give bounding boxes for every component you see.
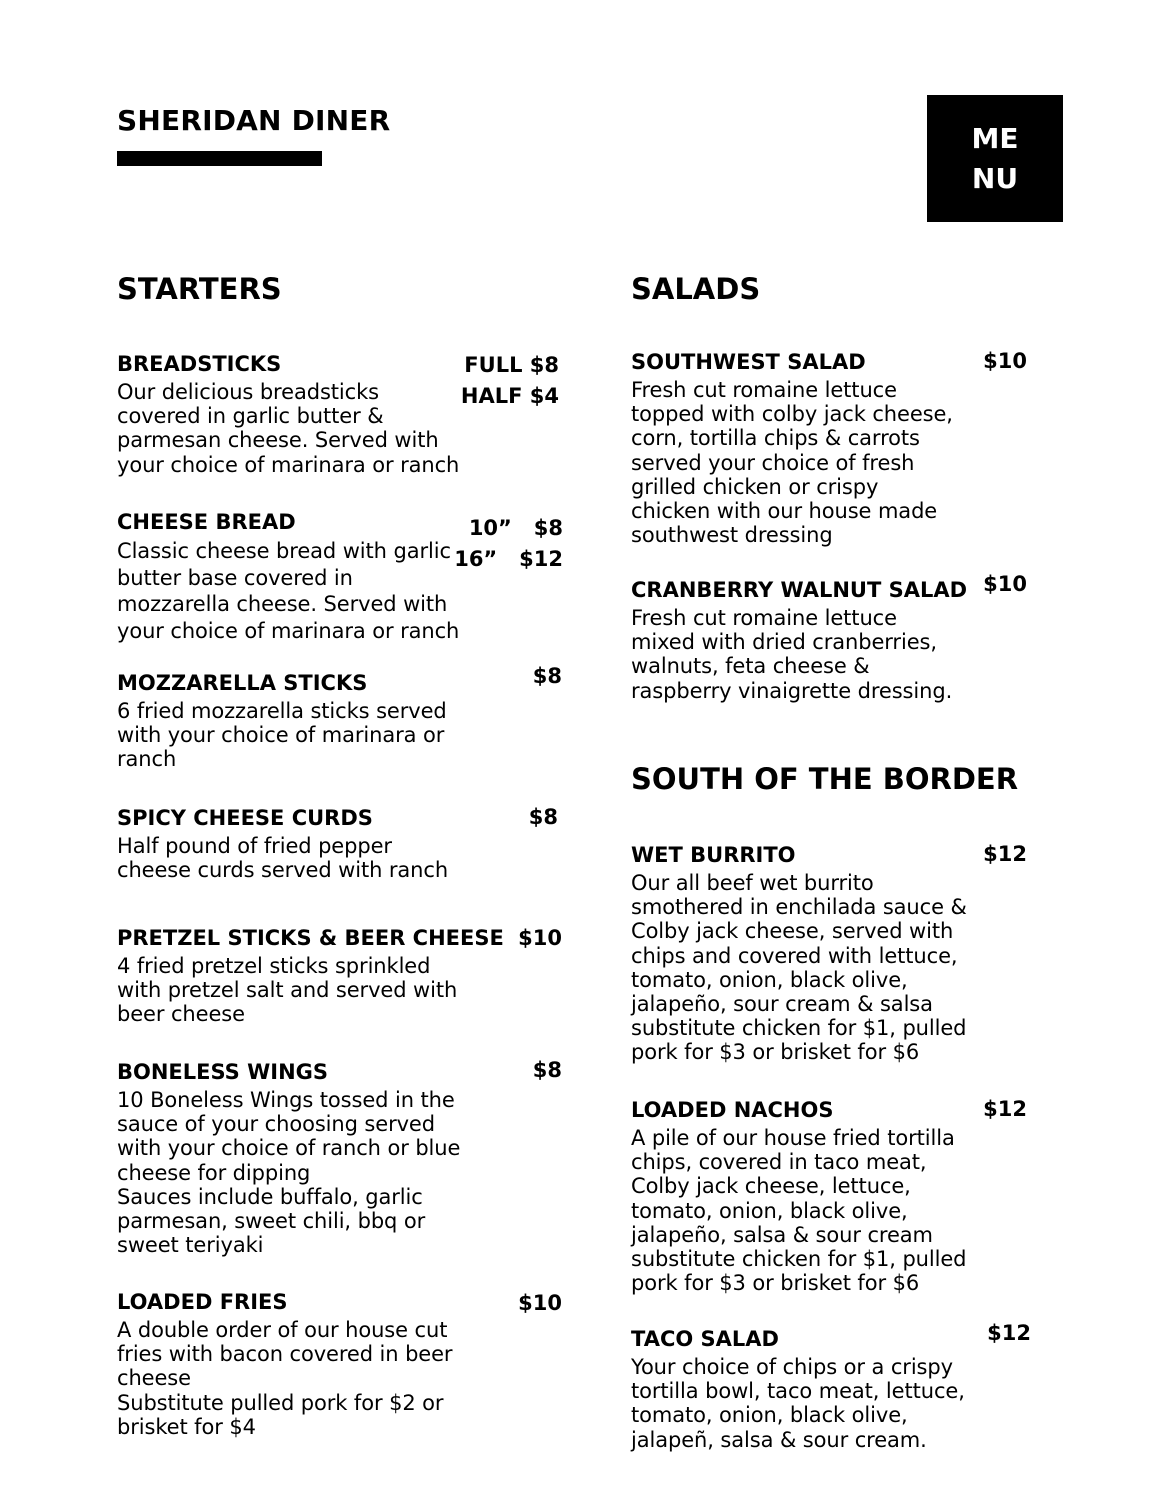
- item-name: WET BURRITO: [631, 843, 796, 867]
- right-column: [631, 0, 1031, 1500]
- item-name: CRANBERRY WALNUT SALAD: [631, 578, 968, 602]
- item-name: BONELESS WINGS: [117, 1060, 329, 1084]
- menu-item-cheese-bread: [117, 508, 565, 645]
- item-name: SPICY CHEESE CURDS: [117, 806, 373, 830]
- item-price: $8: [528, 805, 558, 829]
- restaurant-name: SHERIDAN DINER: [117, 104, 391, 137]
- item-name: PRETZEL STICKS & BEER CHEESE: [117, 926, 504, 950]
- section-title-salads: SALADS: [631, 272, 761, 306]
- menu-item-breadsticks: [117, 350, 565, 477]
- item-price: FULL $8 HALF $4: [460, 353, 559, 408]
- item-price: $12: [987, 1321, 1031, 1345]
- item-price: $10: [518, 926, 562, 950]
- item-description: Fresh cut romaine lettuce mixed with dried cranberries, walnuts, feta cheese & raspberry vinaigrette dressing.: [631, 606, 953, 703]
- starters-column: [117, 0, 565, 1500]
- item-name: CHEESE BREAD: [117, 510, 296, 534]
- item-price: $10: [983, 572, 1027, 596]
- item-price: $12: [983, 842, 1027, 866]
- section-title-starters: STARTERS: [117, 272, 282, 306]
- item-name: MOZZARELLA STICKS: [117, 671, 368, 695]
- menu-item-loaded-nachos: [631, 1096, 1031, 1295]
- item-description: Your choice of chips or a crispy tortilla bowl, taco meat, lettuce, tomato, onion, black olive, jalapeñ, salsa & sour cream.: [631, 1355, 965, 1452]
- item-description: Our all beef wet burrito smothered in enchilada sauce & Colby jack cheese, served with chips and covered with lettuce, tomato, onion, black olive, jalapeño, sour cream & salsa substitute chicken for $1, pulled pork for $3 or brisket for $6: [631, 871, 967, 1065]
- item-name: LOADED NACHOS: [631, 1098, 834, 1122]
- section-title-south-of-the-border: SOUTH OF THE BORDER: [631, 762, 1019, 796]
- item-price: $8: [532, 1058, 562, 1082]
- item-price: $12: [983, 1097, 1027, 1121]
- item-price: $10: [518, 1291, 562, 1315]
- item-name: TACO SALAD: [631, 1327, 779, 1351]
- item-price: $8: [532, 664, 562, 688]
- item-description: A double order of our house cut fries with bacon covered in beer cheese Substitute pulled pork for $2 or brisket for $4: [117, 1318, 453, 1439]
- item-name: LOADED FRIES: [117, 1290, 288, 1314]
- item-price: $10: [983, 349, 1027, 373]
- item-description: A pile of our house fried tortilla chips, covered in taco meat, Colby jack cheese, lettuce, tomato, onion, black olive, jalapeño, salsa & sour cream substitute chicken for $1, pulled pork for $3 or brisket for $6: [631, 1126, 967, 1296]
- menu-item-pretzel-sticks: [117, 924, 565, 1027]
- item-description: Half pound of fried pepper cheese curds served with ranch: [117, 834, 449, 883]
- menu-item-cranberry-walnut-salad: [631, 572, 1031, 703]
- item-description: Fresh cut romaine lettuce topped with colby jack cheese, corn, tortilla chips & carrots served your choice of fresh grilled chicken or crispy chicken with our house made southwest dressing: [631, 378, 953, 548]
- item-description: 10 Boneless Wings tossed in the sauce of your choosing served with your choice of ranch or blue cheese for dipping Sauces include buffalo, garlic parmesan, sweet chili, bbq or sweet teriyaki: [117, 1088, 461, 1258]
- menu-item-boneless-wings: [117, 1058, 565, 1257]
- item-description: Classic cheese bread with garlic butter base covered in mozzarella cheese. Served with your choice of marinara or ranch: [117, 539, 460, 644]
- item-description: Our delicious breadsticks covered in garlic butter & parmesan cheese. Served with your choice of marinara or ranch: [117, 380, 460, 477]
- menu-item-loaded-fries: [117, 1288, 565, 1439]
- menu-item-taco-salad: [631, 1321, 1031, 1452]
- menu-item-spicy-cheese-curds: [117, 804, 565, 882]
- item-name: BREADSTICKS: [117, 352, 282, 376]
- menu-badge-line2: NU: [971, 161, 1019, 195]
- item-description: 6 fried mozzarella sticks served with your choice of marinara or ranch: [117, 699, 447, 772]
- item-name: SOUTHWEST SALAD: [631, 350, 866, 374]
- item-price: 10” $8 16” $12: [454, 516, 563, 571]
- menu-badge-line1: ME: [971, 121, 1019, 155]
- menu-item-southwest-salad: [631, 348, 1031, 547]
- menu-item-wet-burrito: [631, 841, 1031, 1065]
- item-description: 4 fried pretzel sticks sprinkled with pretzel salt and served with beer cheese: [117, 954, 458, 1027]
- menu-item-mozzarella-sticks: [117, 664, 565, 772]
